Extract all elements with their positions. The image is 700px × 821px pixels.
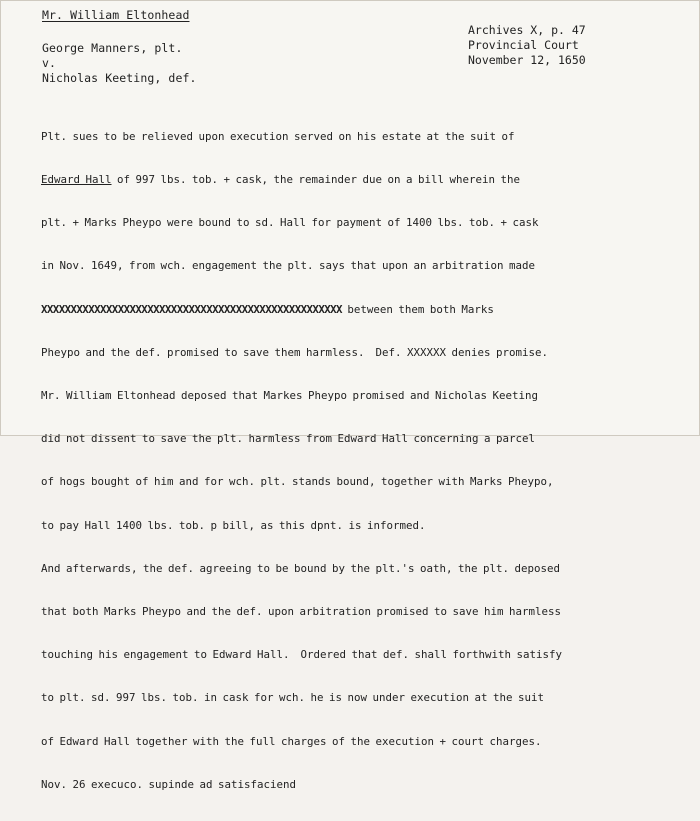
court-name: Provincial Court <box>468 38 579 52</box>
text-line: to plt. sd. 997 lbs. tob. in cask for wch. he is now under execution at the suit <box>41 691 545 705</box>
text-line <box>41 173 661 187</box>
text-line: Plt. sues to be relieved upon execution served on his estate at the suit of <box>41 129 515 143</box>
case-date: November 12, 1650 <box>468 53 586 67</box>
archive-reference <box>468 23 586 68</box>
text-line: Mr. William Eltonhead deposed that Markes Pheypo promised and Nicholas Keeting <box>41 389 539 403</box>
text-line: to pay Hall 1400 lbs. tob. p bill, as this dpnt. is informed. <box>41 518 426 532</box>
versus-line: v. <box>42 56 57 70</box>
text-line: plt. + Marks Pheypo were bound to sd. Hall for payment of 1400 lbs. tob. + cask <box>41 216 539 230</box>
text-line: of hogs bought of him and for wch. plt. stands bound, together with Marks Pheypo, <box>41 475 554 489</box>
text-line: And afterwards, the def. agreeing to be bound by the plt.'s oath, the plt. deposed <box>41 561 561 575</box>
text-line: did not dissent to save the plt. harmless from Edward Hall concerning a parcel <box>41 432 536 446</box>
text-fragment: of 997 lbs. tob. + cask, the remainder due on a bill wherein the <box>111 173 521 187</box>
text-line: Pheypo and the def. promised to save them harmless. Def. XXXXXX denies promise. <box>41 345 549 359</box>
case-header <box>42 8 197 86</box>
archive-volume: Archives X, p. 47 <box>468 23 586 37</box>
text-line <box>41 303 661 317</box>
text-line: of Edward Hall together with the full charges of the execution + court charges. <box>41 734 542 748</box>
defendant-line: Nicholas Keeting, def. <box>42 71 197 85</box>
text-line: that both Marks Pheypo and the def. upon arbitration promised to save him harmless <box>41 605 562 619</box>
text-fragment: between them both Marks <box>341 302 494 316</box>
struck-out-text: XXXXXXXXXXXXXXXXXXXXXXXXXXXXXXXXXXXXXXXXXXXXXXXXXXX <box>41 302 342 316</box>
text-line: in Nov. 1649, from wch. engagement the plt. says that upon an arbitration made <box>41 259 536 273</box>
text-line: touching his engagement to Edward Hall. Ordered that def. shall forthwith satisfy <box>41 648 563 662</box>
case-text <box>41 101 661 821</box>
text-line: Nov. 26 execuco. supinde ad satisfaciend <box>41 777 297 791</box>
person-name: Mr. William Eltonhead <box>42 8 190 22</box>
underlined-name: Edward Hall <box>41 173 112 187</box>
plaintiff-line: George Manners, plt. <box>42 41 183 55</box>
